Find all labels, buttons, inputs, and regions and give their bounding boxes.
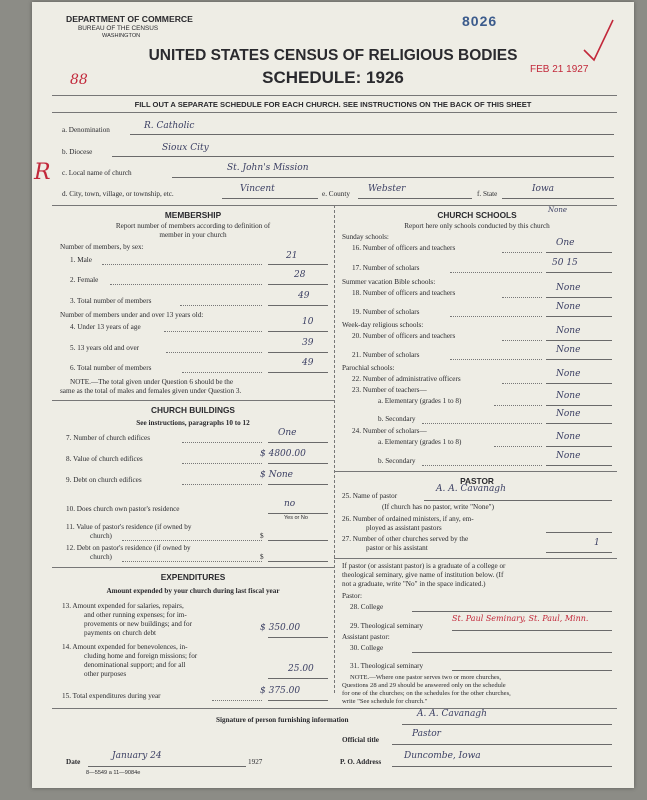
official-title-value: Pastor	[412, 729, 441, 739]
official-title-label: Official title	[342, 736, 379, 744]
q15-value: $ 375.00	[260, 686, 301, 696]
q1-value: 21	[286, 251, 298, 261]
q26-label-2: ployed as assistant pastors	[366, 524, 442, 532]
q29-value: St. Paul Seminary, St. Paul, Minn.	[452, 614, 589, 623]
buildings-title: CHURCH BUILDINGS	[151, 405, 235, 415]
q25-label: 25. Name of pastor	[342, 492, 398, 500]
q19-label: 19. Number of scholars	[352, 308, 420, 316]
graduate-note-1: If pastor (or assistant pastor) is a graduate of a college or	[342, 562, 506, 570]
q1-label: 1. Male	[70, 256, 92, 264]
serial-number: 8026	[462, 13, 498, 29]
membership-intro-2: member in your church	[159, 231, 227, 239]
q13-value: $ 350.00	[260, 623, 301, 633]
q30-label: 30. College	[350, 644, 384, 652]
q23b-label: b. Secondary	[378, 415, 416, 423]
graduate-note-2: theological seminary, give name of institution below. (If	[342, 571, 504, 579]
q14-label-3: denominational support; and for all	[84, 661, 186, 669]
yes-no-hint: Yes or No	[284, 515, 308, 521]
q14-label-2: cluding home and foreign missions; for	[84, 652, 198, 660]
membership-note-2: same as the total of males and females given under Question 3.	[60, 387, 242, 395]
pastor-note-1: NOTE.—Where one pastor serves two or more churches,	[350, 674, 502, 681]
q8-label: 8. Value of church edifices	[66, 455, 143, 463]
q2-label: 2. Female	[70, 276, 99, 284]
sunday-schools: Sunday schools:	[342, 233, 389, 241]
diocese-label: b. Diocese	[62, 148, 93, 156]
q17-value: 50 15	[552, 258, 578, 268]
q23a-value: None	[556, 391, 581, 401]
weekday-schools: Week-day religious schools:	[342, 321, 424, 329]
q6-label: 6. Total number of members	[70, 364, 152, 372]
expenditures-title: EXPENDITURES	[160, 572, 226, 582]
church-name-value: St. John's Mission	[227, 163, 309, 173]
date-value: January 24	[112, 751, 162, 761]
q17-label: 17. Number of scholars	[352, 264, 420, 272]
q15-label: 15. Total expenditures during year	[62, 692, 161, 700]
county-value: Webster	[368, 184, 406, 194]
r-mark: R	[34, 160, 51, 185]
summer-schools: Summer vacation Bible schools:	[342, 278, 436, 286]
q5-label: 5. 13 years old and over	[70, 344, 140, 352]
q10-label: 10. Does church own pastor's residence	[66, 505, 180, 513]
q25-value: A. A. Cavanagh	[436, 484, 506, 494]
expenditures-sub: Amount expended by your church during last fiscal year	[106, 587, 280, 595]
census-schedule-sheet	[32, 2, 634, 788]
q11-label-1: 11. Value of pastor's residence (if owned by	[66, 523, 192, 531]
diocese-value: Sioux City	[162, 143, 209, 153]
q14-value: 25.00	[288, 664, 314, 674]
form-title: UNITED STATES CENSUS OF RELIGIOUS BODIES	[148, 47, 518, 64]
q11-dollar: $	[260, 532, 264, 540]
pastor-subhead: Pastor:	[342, 592, 362, 600]
members-by-sex: Number of members, by sex:	[60, 243, 144, 251]
form-number: 8—5549 a 11—9084e	[86, 770, 141, 776]
q24a-value: None	[556, 432, 581, 442]
graduate-note-3: not a graduate, write "No" in the space indicated.)	[342, 580, 486, 588]
q23b-value: None	[556, 409, 581, 419]
pastor-note-2: Questions 28 and 29 should be answered only on the schedule	[342, 682, 506, 689]
q18-value: None	[556, 283, 581, 293]
q24b-value: None	[556, 451, 581, 461]
state-label: f. State	[477, 190, 498, 198]
q13-label-1: 13. Amount expended for salaries, repairs,	[62, 602, 184, 610]
city-value: Vincent	[240, 184, 275, 194]
q7-value: One	[278, 428, 297, 438]
q13-label-3: provements or new buildings; and for	[84, 620, 192, 628]
q19-value: None	[556, 302, 581, 312]
signature-label: Signature of person furnishing information	[216, 716, 349, 724]
q18-label: 18. Number of officers and teachers	[352, 289, 456, 297]
county-label: e. County	[322, 190, 350, 198]
denomination-label: a. Denomination	[62, 126, 110, 134]
q24b-label: b. Secondary	[378, 457, 416, 465]
q12-label-1: 12. Debt on pastor's residence (if owned by	[66, 544, 191, 552]
schools-sub: Report here only schools conducted by this church	[404, 222, 550, 230]
date-year: 1927	[248, 758, 263, 766]
q26-label-1: 26. Number of ordained ministers, if any, em-	[342, 515, 474, 523]
q13-label-4: payments on church debt	[84, 629, 157, 637]
membership-intro-1: Report number of members according to definition of	[115, 222, 271, 230]
q28-label: 28. College	[350, 603, 384, 611]
po-address-label: P. O. Address	[340, 758, 382, 766]
state-value: Iowa	[532, 184, 555, 194]
q2-value: 28	[294, 270, 306, 280]
q23-label: 23. Number of teachers—	[352, 386, 427, 394]
q9-value: $ None	[260, 470, 294, 480]
q24-label: 24. Number of scholars—	[352, 427, 427, 435]
under-over-label: Number of members under and over 13 years old:	[60, 311, 204, 319]
assistant-subhead: Assistant pastor:	[342, 633, 390, 641]
q31-label: 31. Theological seminary	[350, 662, 424, 670]
church-name-label: c. Local name of church	[62, 169, 132, 177]
department-name: DEPARTMENT OF COMMERCE	[66, 14, 193, 24]
membership-note-1: NOTE.—The total given under Question 6 should be the	[70, 378, 234, 386]
q9-label: 9. Debt on church edifices	[66, 476, 142, 484]
q14-label-4: other purposes	[84, 670, 127, 678]
q16-value: One	[556, 238, 575, 248]
q13-label-2: and other running expenses; for im-	[84, 611, 187, 619]
denomination-value: R. Catholic	[144, 121, 195, 131]
q21-label: 21. Number of scholars	[352, 351, 420, 359]
q12-dollar: $	[260, 553, 264, 561]
q22-value: None	[556, 369, 581, 379]
parochial-schools: Parochial schools:	[342, 364, 395, 372]
q21-value: None	[556, 345, 581, 355]
q5-value: 39	[302, 338, 314, 348]
po-address-value: Duncombe, Iowa	[404, 751, 481, 761]
q25-note: (If church has no pastor, write "None")	[382, 503, 494, 511]
q23a-label: a. Elementary (grades 1 to 8)	[378, 397, 462, 405]
schools-title: CHURCH SCHOOLS	[437, 210, 517, 220]
q20-label: 20. Number of officers and teachers	[352, 332, 456, 340]
q24a-label: a. Elementary (grades 1 to 8)	[378, 438, 462, 446]
pastor-title: PASTOR	[460, 476, 494, 486]
bureau-city: WASHINGTON	[102, 33, 141, 39]
q14-label-1: 14. Amount expended for benevolences, in-	[62, 643, 188, 651]
q22-label: 22. Number of administrative officers	[352, 375, 461, 383]
q27-label-2: pastor or his assistant	[366, 544, 428, 552]
margin-number: 88	[70, 72, 88, 88]
q27-label-1: 27. Number of other churches served by the	[342, 535, 469, 543]
q3-label: 3. Total number of members	[70, 297, 152, 305]
received-stamp: FEB 21 1927	[530, 64, 589, 75]
city-label: d. City, town, village, or township, etc.	[62, 190, 174, 198]
q3-value: 49	[298, 291, 310, 301]
q7-label: 7. Number of church edifices	[66, 434, 151, 442]
q11-label-2: church)	[90, 532, 112, 540]
pastor-note-3: for one of the churches; on the schedules for the other churches,	[342, 690, 511, 697]
date-label: Date	[66, 758, 81, 766]
buildings-sub: See instructions, paragraphs 10 to 12	[136, 419, 250, 427]
signature-value: A. A. Cavanagh	[417, 709, 487, 719]
q10-value: no	[284, 499, 296, 509]
pastor-note-4: write "See schedule for church."	[342, 698, 428, 705]
schools-title-note: None	[548, 206, 567, 214]
q16-label: 16. Number of officers and teachers	[352, 244, 456, 252]
bureau-name: BUREAU OF THE CENSUS	[78, 25, 159, 32]
q4-value: 10	[302, 317, 314, 327]
schedule-title: SCHEDULE: 1926	[262, 68, 404, 87]
q20-value: None	[556, 326, 581, 336]
q27-value: 1	[594, 538, 600, 548]
instructions-line: FILL OUT A SEPARATE SCHEDULE FOR EACH CHURCH. SEE INSTRUCTIONS ON THE BACK OF THIS SHEET	[134, 100, 532, 109]
q6-value: 49	[302, 358, 314, 368]
q4-label: 4. Under 13 years of age	[70, 323, 141, 331]
membership-title: MEMBERSHIP	[164, 210, 222, 220]
q29-label: 29. Theological seminary	[350, 622, 424, 630]
q8-value: $ 4800.00	[260, 449, 306, 459]
q12-label-2: church)	[90, 553, 112, 561]
